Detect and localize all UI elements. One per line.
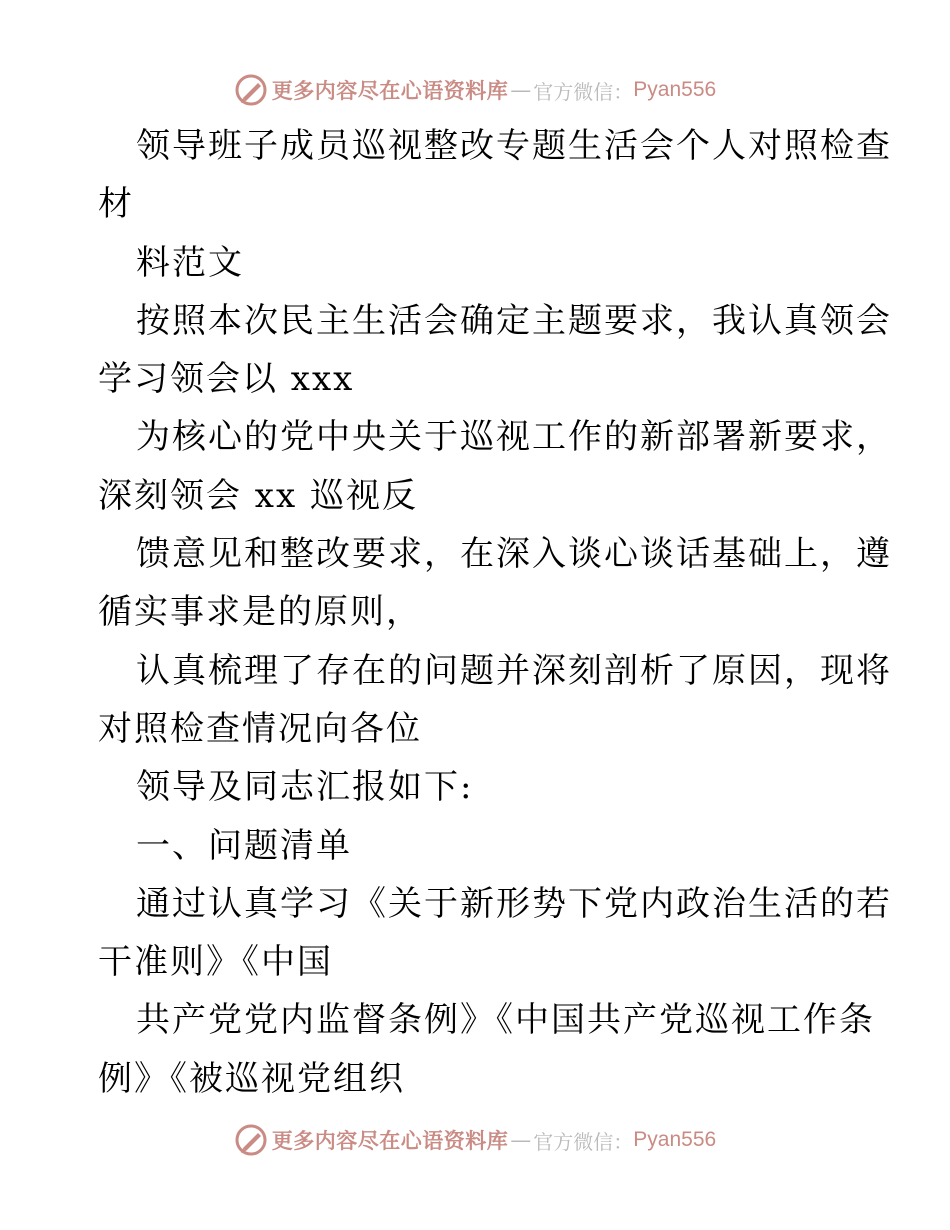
header-watermark-banner (0, 70, 950, 110)
promo-text: 更多内容尽在心语资料库 (271, 78, 509, 103)
text-line: 馈意见和整改要求，在深入谈心谈话基础上，遵 (136, 534, 892, 575)
text-line: 按照本次民主生活会确定主题要求，我认真领会 (136, 300, 892, 341)
document-body (98, 117, 892, 1108)
footer-watermark-banner (0, 1120, 950, 1160)
text-line: 例》《被巡视党组织 (98, 1058, 405, 1099)
wechat-id: Pyan556 (633, 1128, 717, 1151)
banner-dash: — (510, 1128, 532, 1152)
wechat-id: Pyan556 (633, 78, 717, 101)
text-line: 材 (98, 184, 134, 225)
text-line: 循实事求是的原则， (98, 592, 422, 633)
promo-text: 更多内容尽在心语资料库 (271, 1128, 509, 1153)
text-line: 共产党党内监督条例》《中国共产党巡视工作条 (136, 1000, 875, 1041)
text-line: 学习领会以 xxx (98, 359, 355, 400)
pen-logo-icon (234, 1123, 268, 1157)
text-line: 干准则》《中国 (98, 942, 333, 983)
text-line: 领导及同志汇报如下: (136, 767, 474, 808)
text-line: 深刻领会 xx 巡视反 (98, 475, 418, 516)
text-line: 通过认真学习《关于新形势下党内政治生活的若 (136, 883, 892, 924)
banner-dash: — (510, 78, 532, 102)
text-line: 一、问题清单 (136, 825, 352, 866)
pen-logo-icon (234, 73, 268, 107)
wechat-label: 官方微信： (533, 79, 634, 104)
wechat-label: 官方微信： (533, 1129, 634, 1154)
text-line: 对照检查情况向各位 (98, 708, 422, 749)
text-line: 料范文 (136, 242, 244, 283)
text-line: 为核心的党中央关于巡视工作的新部署新要求， (136, 417, 892, 458)
text-line: 认真梳理了存在的问题并深刻剖析了原因，现将 (136, 650, 892, 691)
text-line: 领导班子成员巡视整改专题生活会个人对照检查 (136, 126, 892, 166)
